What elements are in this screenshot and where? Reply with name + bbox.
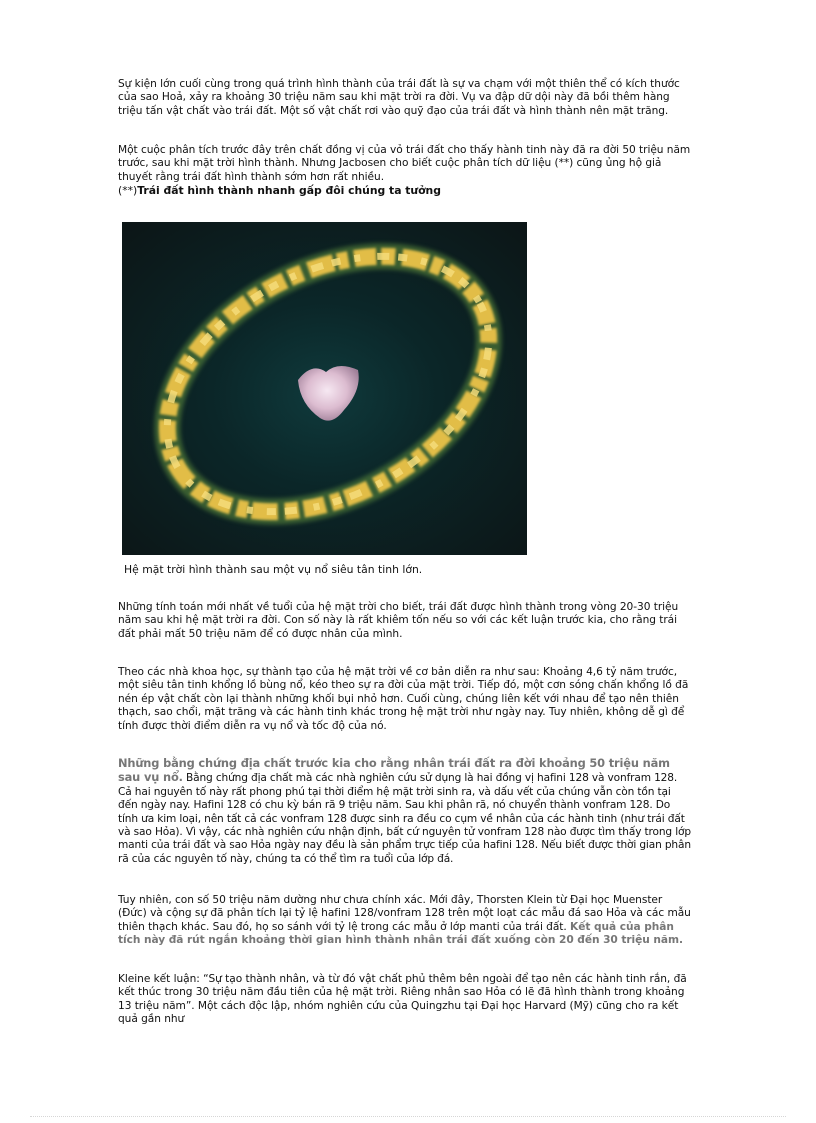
paragraph-earlier-analysis: Một cuộc phân tích trước đây trên chất đồng vị của vỏ trái đất cho thấy hành tinh này đã ra đời 50 triệu năm trước, sau khi mặt trời hình thành. Nhưng Jacbosen cho biết cuộc phân tích dữ liệu (**) cũng ủng hộ giả thuyết rằng trái đất hình thành sớm hơn rất nhiều. bbox=[118, 144, 691, 183]
section-heading bbox=[118, 184, 441, 197]
page-bottom-rule bbox=[30, 1116, 786, 1117]
supernova-ring-image bbox=[122, 222, 527, 555]
geological-evidence-body: Bằng chứng địa chất mà các nhà nghiên cứu sử dụng là hai đồng vị hafini 128 và vonfram 128. Cả hai nguyên tố này rất phong phú tại thời điểm hệ mặt trời sinh ra, và dấu vết của chúng vẫn còn tồn tại đến ngày nay. Hafini 128 có chu kỳ bán rã 9 triệu năm. Sau khi phân rã, nó chuyển thành vonfram 128. Do tính ưa kim loại, nên tất cả các vonfram 128 được sinh ra đều co cụm về nhân của các hành tinh (như trái đất và sao Hỏa). Vì vậy, các nhà nghiên cứu nhận định, bất cứ nguyên tử vonfram 128 nào được tìm thấy trong lớp manti của trái đất và sao Hỏa ngày nay đều là sản phẩm trực tiếp của hafini 128. Nếu biết được thời gian phân rã của các nguyên tố này, chúng ta có thể tìm ra tuổi của lớp đá. bbox=[118, 772, 691, 865]
paragraph-collision: Sự kiện lớn cuối cùng trong quá trình hình thành của trái đất là sự va chạm với một thiên thể có kích thước của sao Hoả, xảy ra khoảng 30 triệu năm sau khi mặt trời ra đời. Vụ va đập dữ dội này đã bồi thêm hàng triệu tấn vật chất vào trái đất. Một số vật chất rơi vào quỹ đạo của trái đất và hình thành nên mặt trăng. bbox=[118, 78, 680, 117]
figure-caption: Hệ mặt trời hình thành sau một vụ nổ siêu tân tinh lớn. bbox=[124, 563, 423, 576]
paragraph-formation-process: Theo các nhà khoa học, sự thành tạo của hệ mặt trời về cơ bản diễn ra như sau: Khoảng 4,6 tỷ năm trước, một siêu tân tinh khổng lồ bùng nổ, kéo theo sự ra đời của mặt trời. Tiếp đó, một cơn sóng chấn khổng lồ đã nén ép vật chất còn lại thành những khối bụi nhỏ hơn. Cuối cùng, chúng liên kết với nhau để tạo nên thiên thạch, sao chổi, mặt trăng và các hành tinh khác trong hệ mặt trời như ngày nay. Tuy nhiên, không dễ gì để tính được thời điểm diễn ra vụ nổ và tốc độ của nó. bbox=[118, 666, 689, 732]
klein-analysis-result: Kết quả của phân tích này đã rút ngắn khoảng thời gian hình thành nhân trái đất xuống còn 20 đến 30 triệu năm. bbox=[118, 920, 683, 947]
paragraph-new-calculations: Những tính toán mới nhất về tuổi của hệ mặt trời cho biết, trái đất được hình thành trong vòng 20-30 triệu năm sau khi hệ mặt trời ra đời. Con số này là rất khiêm tốn nếu so với các kết luận trước kia, cho rằng trái đất phải mất 50 triệu năm để có được nhân của mình. bbox=[118, 601, 679, 640]
geological-evidence-lead: Những bằng chứng địa chất trước kia cho rằng nhân trái đất ra đời khoảng 50 triệu năm sau vụ nổ. bbox=[118, 756, 670, 785]
paragraph-kleine-conclusion: Kleine kết luận: “Sự tạo thành nhân, và từ đó vật chất phủ thêm bên ngoài để tạo nên các hành tinh rắn, đã kết thúc trong 30 triệu năm đầu tiên của hệ mặt trời. Riêng nhân sao Hỏa có lẽ đã hình thành trong khoảng 13 triệu năm”. Một cách độc lập, nhóm nghiên cứu của Quingzhu tại Đại học Harvard (Mỹ) cũng cho ra kết quả gần như bbox=[118, 973, 687, 1026]
paragraph-geological-evidence bbox=[118, 757, 693, 866]
klein-analysis-body: Tuy nhiên, con số 50 triệu năm dường như chưa chính xác. Mới đây, Thorsten Klein từ Đại học Muenster (Đức) và cộng sự đã phân tích lại tỷ lệ hafini 128/vonfram 128 trên một loạt các mẫu đá sao Hỏa và các mẫu thiên thạch khác. Sau đó, họ so sánh với tỷ lệ trong các mẫu ở lớp manti của trái đất. bbox=[118, 894, 691, 933]
heading-marker: (**) bbox=[118, 184, 138, 197]
heading-text: Trái đất hình thành nhanh gấp đôi chúng ta tưởng bbox=[137, 184, 441, 197]
paragraph-klein-analysis bbox=[118, 894, 693, 948]
